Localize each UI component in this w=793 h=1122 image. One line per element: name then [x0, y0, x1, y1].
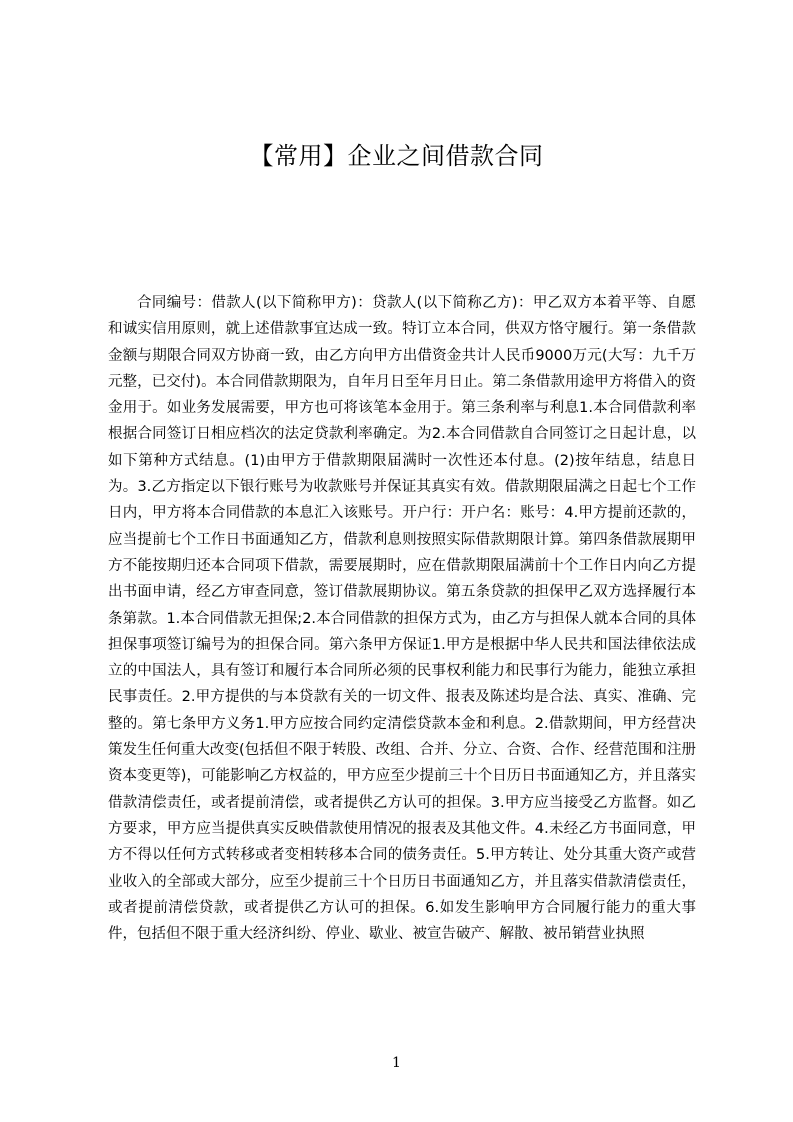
page-number: 1	[392, 1055, 401, 1071]
document-body: 合同编号：借款人(以下简称甲方)：贷款人(以下简称乙方)：甲乙双方本着平等、自愿和诚实信用原则，就上述借款事宜达成一致。特订立本合同，供双方恪守履行。第一条借款金额与期限合同双方协商一致，由乙方向甲方出借资金共计人民币9000万元(大写：九千万元整，已交付)。本合同借款期限为，自年月日至年月日止。第二条借款用途甲方将借入的资金用于。如业务发展需要，甲方也可将该笔本金用于。第三条利率与利息1.本合同借款利率根据合同签订日相应档次的法定贷款利率确定。为2.本合同借款自合同签订之日起计息，以如下第种方式结息。(1)由甲方于借款期限届满时一次性还本付息。(2)按年结息，结息日为。3.乙方指定以下银行账号为收款账号并保证其真实有效。借款期限届满之日起七个工作日内，甲方将本合同借款的本息汇入该账号。开户行：开户名：账号：4.甲方提前还款的，应当提前七个工作日书面通知乙方，借款利息则按照实际借款期限计算。第四条借款展期甲方不能按期归还本合同项下借款，需要展期时，应在借款期限届满前十个工作日内向乙方提出书面申请，经乙方审查同意，签订借款展期协议。第五条贷款的担保甲乙双方选择履行本条第款。1.本合同借款无担保;2.本合同借款的担保方式为，由乙方与担保人就本合同的具体担保事项签订编号为的担保合同。第六条甲方保证1.甲方是根据中华人民共和国法律依法成立的中国法人，具有签订和履行本合同所必须的民事权利能力和民事行为能力，能独立承担民事责任。2.甲方提供的与本贷款有关的一切文件、报表及陈述均是合法、真实、准确、完整的。第七条甲方义务1.甲方应按合同约定清偿贷款本金和利息。2.借款期间，甲方经营决策发生任何重大改变(包括但不限于转股、改组、合并、分立、合资、合作、经营范围和注册资本变更等)，可能影响乙方权益的，甲方应至少提前三十个日历日书面通知乙方，并且落实借款清偿责任，或者提前清偿，或者提供乙方认可的担保。3.甲方应当接受乙方监督。如乙方要求，甲方应当提供真实反映借款使用情况的报表及其他文件。4.未经乙方书面同意，甲方不得以任何方式转移或者变相转移本合同的债务责任。5.甲方转让、处分其重大资产或营业收入的全部或大部分，应至少提前三十个日历日书面通知乙方，并且落实借款清偿责任，或者提前清偿贷款，或者提供乙方认可的担保。6.如发生影响甲方合同履行能力的重大事件，包括但不限于重大经济纠纷、停业、歇业、被宣告破产、解散、被吊销营业执照	[108, 295, 696, 943]
document-title: 【常用】企业之间借款合同	[249, 142, 544, 170]
